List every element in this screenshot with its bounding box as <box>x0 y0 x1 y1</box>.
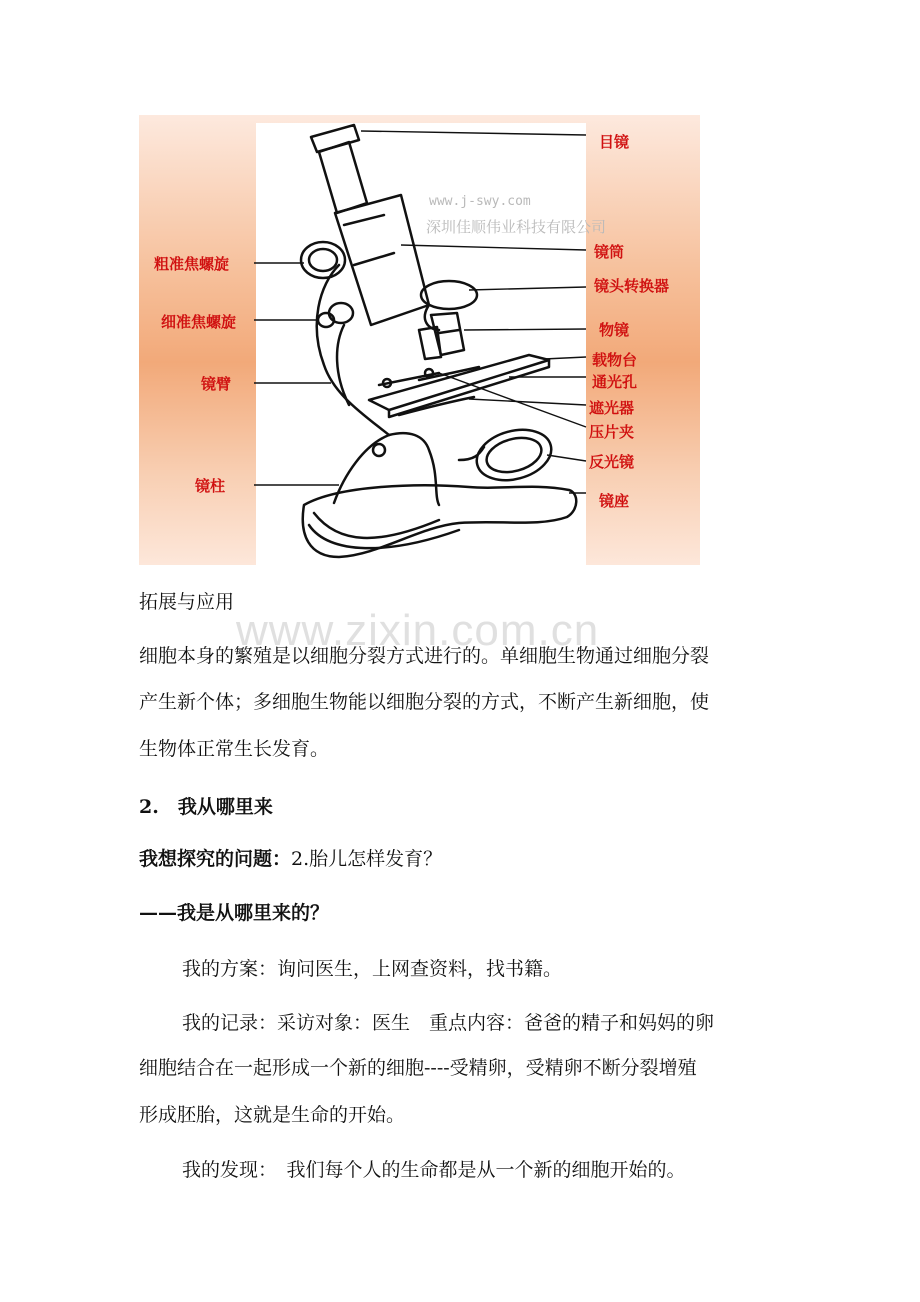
plan-line: 我的方案：询问医生，上网查资料，找书籍。 <box>182 958 563 980</box>
label-stage-clip: 压片夹 <box>589 423 635 441</box>
heading-where-from: 2. 我从哪里来 <box>139 796 273 818</box>
label-eyepiece: 目镜 <box>599 133 630 151</box>
microscope-figure <box>139 115 700 565</box>
paragraph-line: 生物体正常生长发育。 <box>139 738 330 760</box>
figure-watermark-url: www.j-swy.com <box>429 194 531 209</box>
finding-line: 我的发现： 我们每个人的生命都是从一个新的细胞开始的。 <box>182 1159 686 1181</box>
label-aperture: 通光孔 <box>592 373 638 391</box>
subtitle: ——我是从哪里来的？ <box>139 902 330 924</box>
label-nosepiece: 镜头转换器 <box>594 277 670 295</box>
label-coarse-focus: 粗准焦螺旋 <box>154 255 230 273</box>
question-line <box>139 847 442 871</box>
label-base: 镜座 <box>599 492 630 510</box>
page-watermark: www.zixin.com.cn <box>236 606 600 655</box>
label-arm: 镜臂 <box>201 375 232 393</box>
record-line: 细胞结合在一起形成一个新的细胞----受精卵，受精卵不断分裂增殖 <box>139 1057 697 1079</box>
paragraph-line: 产生新个体；多细胞生物能以细胞分裂的方式，不断产生新细胞，使 <box>139 691 710 713</box>
record-line: 我的记录：采访对象：医生 重点内容：爸爸的精子和妈妈的卵 <box>182 1012 715 1034</box>
label-objective: 物镜 <box>599 321 630 339</box>
paragraph-line: 细胞本身的繁殖是以细胞分裂方式进行的。单细胞生物通过细胞分裂 <box>139 645 710 667</box>
figure-watermark-company: 深圳佳顺伟业科技有限公司 <box>426 218 607 236</box>
label-pillar: 镜柱 <box>195 477 226 495</box>
question-label: 我想探究的问题： <box>139 848 292 870</box>
label-fine-focus: 细准焦螺旋 <box>161 313 237 331</box>
section-title: 拓展与应用 <box>139 591 235 613</box>
label-tube: 镜筒 <box>594 243 625 261</box>
record-line: 形成胚胎，这就是生命的开始。 <box>139 1104 406 1126</box>
label-mirror: 反光镜 <box>589 453 635 471</box>
question-text: 2.胎儿怎样发育？ <box>291 848 443 870</box>
label-stage: 载物台 <box>592 351 638 369</box>
label-diaphragm: 遮光器 <box>589 399 635 417</box>
